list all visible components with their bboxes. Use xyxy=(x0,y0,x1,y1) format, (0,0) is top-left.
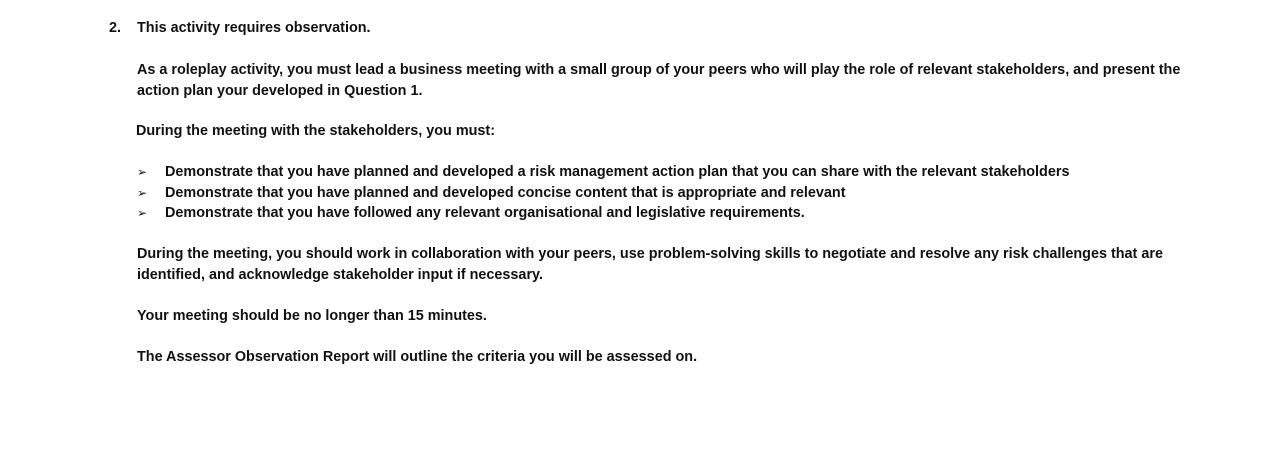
list-item xyxy=(137,183,1069,204)
list-item xyxy=(137,203,1069,224)
question-number: 2. xyxy=(109,20,122,36)
duration-paragraph: Your meeting should be no longer than 15 minutes. xyxy=(137,308,487,324)
report-paragraph: The Assessor Observation Report will outline the criteria you will be assessed on. xyxy=(137,349,698,365)
arrowhead-bullet-icon: ➢ xyxy=(137,185,148,200)
list-item xyxy=(137,162,1069,183)
list-item-text: Demonstrate that you have planned and developed concise content that is appropriate and relevant xyxy=(165,184,846,201)
list-item-text: Demonstrate that you have followed any relevant organisational and legislative requirements. xyxy=(165,205,805,221)
during-meeting-lead: During the meeting with the stakeholders, you must: xyxy=(136,123,496,139)
question-title: This activity requires observation. xyxy=(137,20,371,36)
arrowhead-bullet-icon: ➢ xyxy=(137,165,148,179)
requirements-list xyxy=(137,162,1069,224)
arrowhead-bullet-icon: ➢ xyxy=(137,206,148,220)
list-item-text: Demonstrate that you have planned and developed a risk management action plan that you can share with the relevant stakeholders xyxy=(165,164,1070,180)
question-heading xyxy=(109,18,371,39)
intro-paragraph: As a roleplay activity, you must lead a business meeting with a small group of your peers who will play the role of relevant stakeholders, and present the action plan your developed in Question 1. xyxy=(137,62,1181,99)
collaboration-paragraph: During the meeting, you should work in collaboration with your peers, use problem-solving skills to negotiate and resolve any risk challenges that are identified, and acknowledge stakeholder input if necessary. xyxy=(137,246,1163,283)
